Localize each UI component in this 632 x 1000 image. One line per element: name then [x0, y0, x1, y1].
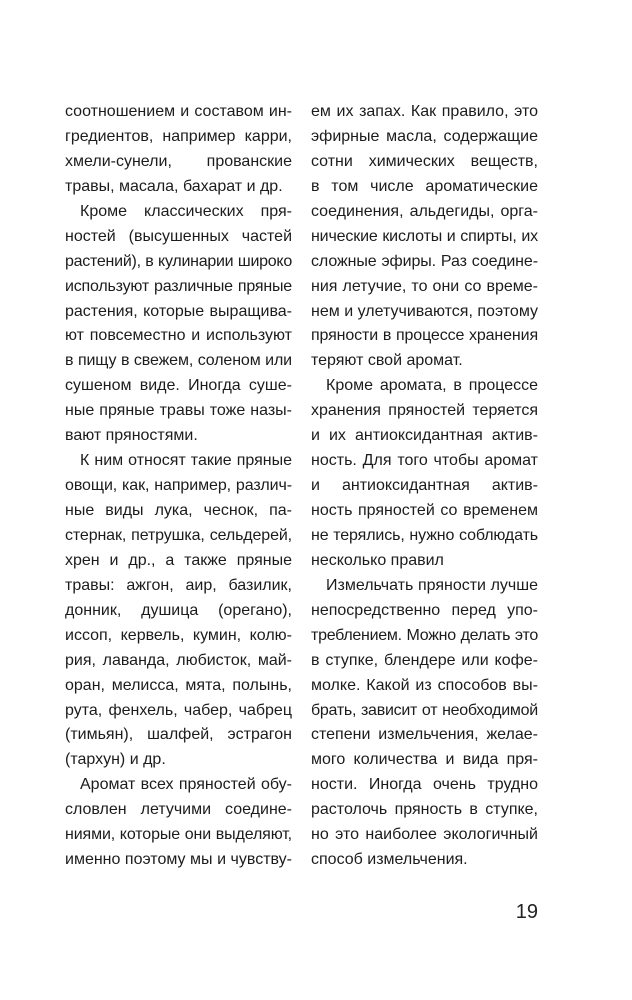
- text-line: вают пряностями.: [65, 427, 198, 445]
- paragraph: [65, 449, 292, 773]
- text-line: Измельчать пряности лучше: [326, 576, 538, 594]
- text-line: (тимьян), шалфей, эстрагон: [65, 726, 292, 744]
- text-line: треблением. Можно делать это: [311, 626, 538, 644]
- text-line: и антиоксидантная актив-: [311, 477, 538, 495]
- text-line: травы: ажгон, аир, базилик,: [65, 576, 292, 594]
- text-line: сотни химических веществ,: [311, 152, 538, 170]
- text-line: ности. Иногда очень трудно: [311, 776, 538, 794]
- text-line: ные виды лука, чеснок, па-: [65, 502, 292, 519]
- text-line: но это наиболее экологичный: [311, 826, 538, 844]
- text-line: соединения, альдегиды, орга-: [311, 202, 538, 220]
- text-line: травы, масала, бахарат и др.: [65, 177, 283, 195]
- text-line: соотношением и составом ин-: [65, 103, 292, 120]
- paragraph: [311, 100, 538, 374]
- text-line: нем и улетучиваются, поэтому: [311, 302, 538, 320]
- text-line: рия, лаванда, любисток, май-: [65, 651, 292, 669]
- text-line: иссоп, кервель, кумин, колю-: [65, 626, 292, 644]
- text-line: в том числе ароматические: [311, 177, 538, 195]
- text-line: овощи, как, например, различ-: [65, 477, 292, 495]
- text-line: брать, зависит от необходимой: [311, 701, 538, 719]
- paragraph: [65, 773, 292, 873]
- text-line: ные пряные травы тоже назы-: [65, 402, 292, 420]
- text-line: непосредственно перед упо-: [311, 601, 538, 619]
- paragraph: [65, 100, 292, 200]
- text-line: Кроме аромата, в процессе: [326, 377, 538, 395]
- text-line: ностей (высушенных частей: [65, 227, 292, 245]
- text-line: ность. Для того чтобы аромат: [311, 452, 538, 470]
- text-line: несколько правил: [311, 551, 444, 569]
- text-line: хмели-сунели, прованские: [65, 152, 292, 170]
- text-line: пряности в процессе хранения: [311, 327, 538, 345]
- text-line: степени измельчения, желае-: [311, 726, 538, 744]
- paragraph: [311, 374, 538, 574]
- text-line: в ступке, блендере или кофе-: [311, 651, 538, 669]
- text-line: оран, мелисса, мята, полынь,: [65, 676, 292, 694]
- text-line: Кроме классических пря-: [80, 202, 292, 220]
- text-line: ем их запах. Как правило, это: [311, 103, 538, 120]
- text-line: хранения пряностей теряется: [311, 402, 538, 420]
- text-line: растений), в кулинарии широко: [65, 252, 292, 270]
- text-line: в пищу в свежем, соленом или: [65, 352, 292, 370]
- text-line: рута, фенхель, чабер, чабрец: [65, 701, 292, 719]
- text-line: донник, душица (орегано),: [65, 601, 292, 619]
- text-line: словлен летучими соедине-: [65, 801, 292, 819]
- text-line: используют различные пряные: [65, 277, 292, 295]
- paragraph: [65, 200, 292, 449]
- paragraph: [311, 574, 538, 873]
- text-line: хрен и др., а также пряные: [65, 551, 292, 569]
- text-line: гредиентов, например карри,: [65, 127, 292, 145]
- right-column: [311, 100, 538, 873]
- text-line: К ним относят такие пряные: [80, 452, 292, 470]
- text-line: ность пряностей со временем: [311, 502, 538, 519]
- text-line: ют повсеместно и используют: [65, 327, 292, 345]
- text-line: (тархун) и др.: [65, 751, 166, 769]
- text-line: Аромат всех пряностей обу-: [80, 776, 292, 794]
- text-line: теряют свой аромат.: [311, 352, 463, 370]
- text-line: не терялись, нужно соблюдать: [311, 526, 538, 544]
- text-line: ния летучие, то они со време-: [311, 277, 538, 295]
- text-line: мого количества и вида пря-: [311, 751, 538, 769]
- page-number: 19: [515, 901, 538, 923]
- text-line: и их антиоксидантная актив-: [311, 427, 538, 445]
- text-line: ниями, которые они выделяют,: [65, 826, 292, 844]
- text-line: сушеном виде. Иногда суше-: [65, 377, 292, 395]
- text-line: именно поэтому мы и чувству-: [65, 851, 292, 869]
- text-line: способ измельчения.: [311, 851, 468, 869]
- text-line: сложные эфиры. Раз соедине-: [311, 252, 538, 270]
- text-line: стернак, петрушка, сельдерей,: [65, 526, 292, 544]
- text-line: эфирные масла, содержащие: [311, 127, 538, 145]
- text-line: растения, которые выращива-: [65, 302, 292, 320]
- text-line: нические кислоты и спирты, их: [311, 227, 538, 245]
- left-column: [65, 100, 292, 873]
- text-line: растолочь пряность в ступке,: [311, 801, 538, 819]
- text-line: молке. Какой из способов вы-: [311, 676, 538, 694]
